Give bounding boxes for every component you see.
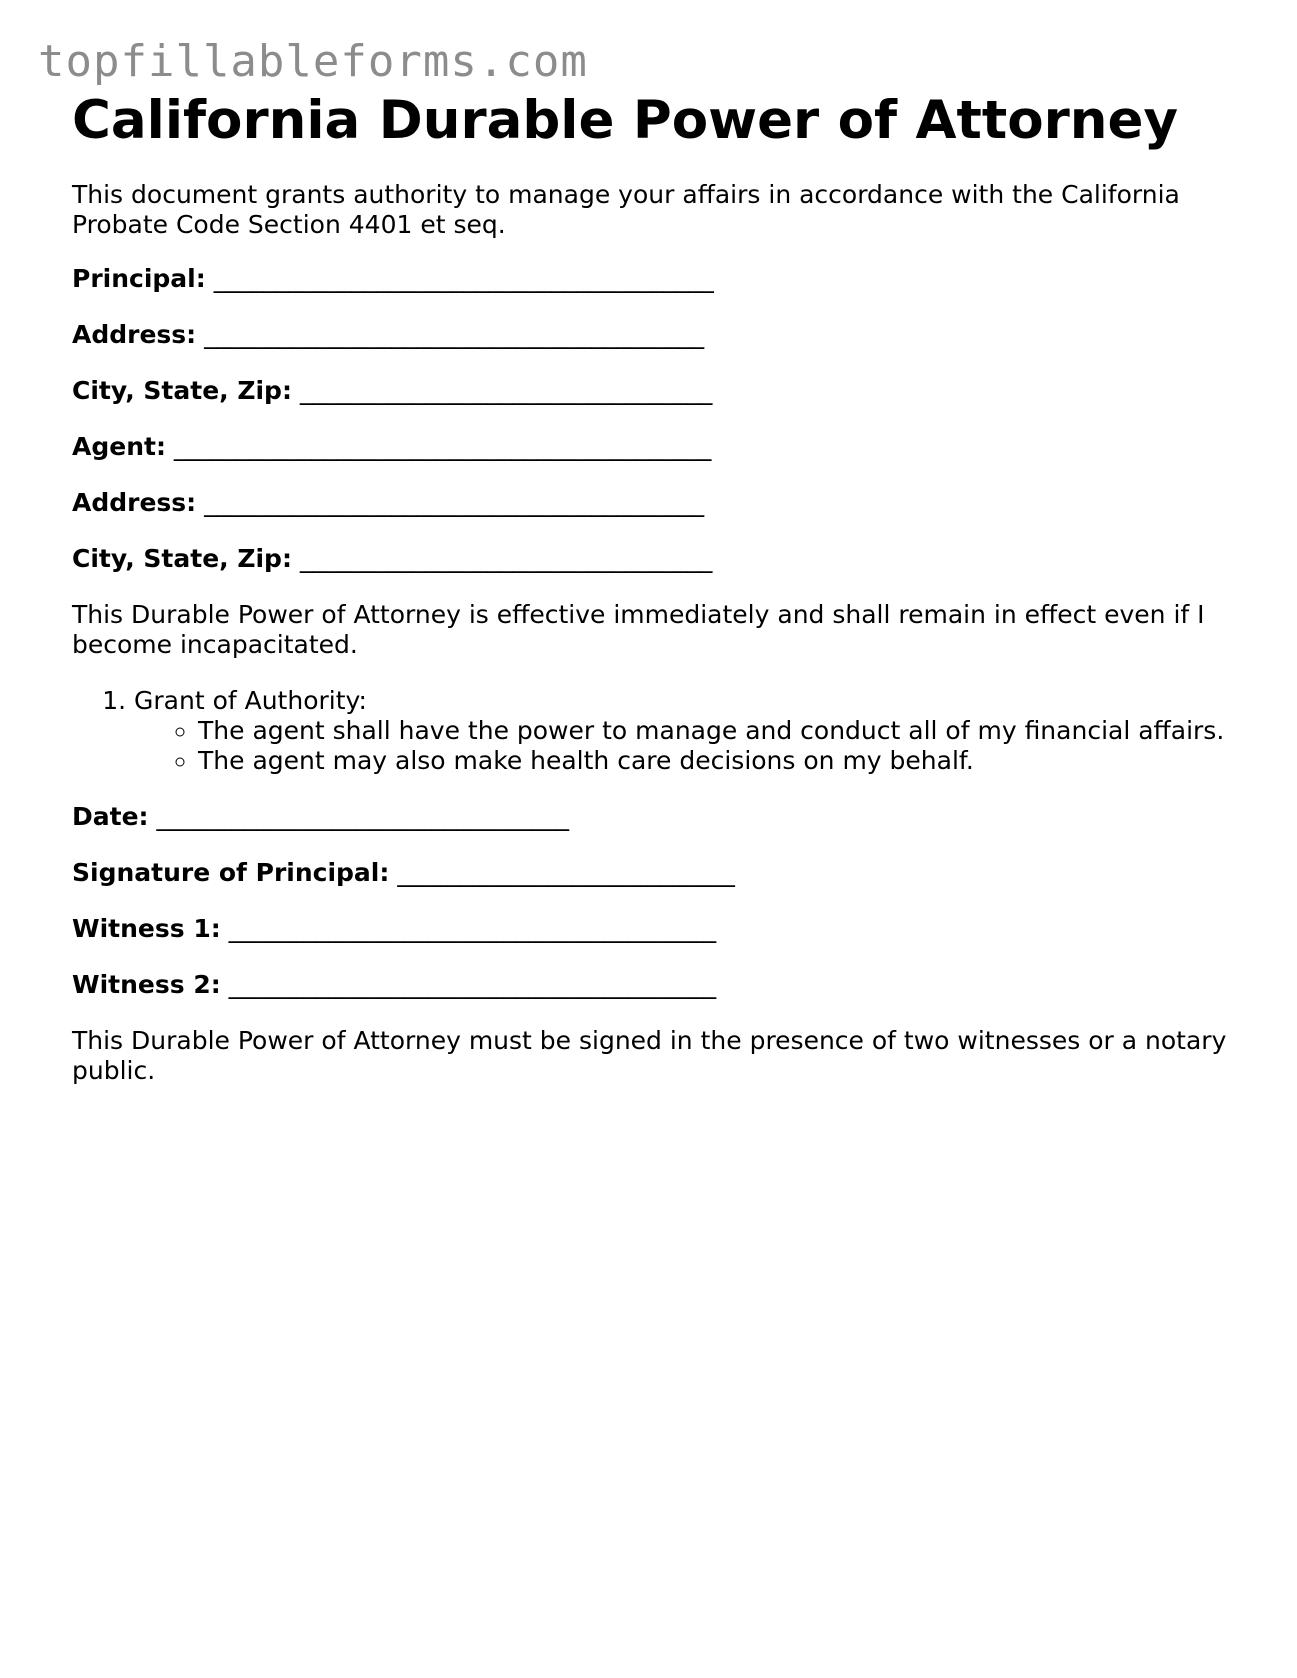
witness-1-field[interactable]: [72, 914, 1232, 944]
grant-heading: Grant of Authority:: [134, 686, 367, 715]
field-label: Witness 2:: [72, 970, 221, 999]
closing-statement: This Durable Power of Attorney must be signed in the presence of two witnesses or a notary public.: [72, 1026, 1227, 1085]
blank-line[interactable]: ___________________________________________: [173, 432, 712, 461]
agent-address-field[interactable]: [72, 488, 1232, 518]
grant-list: [72, 686, 1232, 776]
field-label: Address:: [72, 320, 197, 349]
blank-line[interactable]: ________________________________________: [204, 320, 705, 349]
field-label: City, State, Zip:: [72, 544, 292, 573]
witness-2-field[interactable]: [72, 970, 1232, 1000]
principal-city-state-zip-field[interactable]: [72, 376, 1232, 406]
field-label: Principal:: [72, 264, 206, 293]
blank-line[interactable]: _________________________________: [299, 376, 713, 405]
watermark: topfillableforms.com: [38, 36, 588, 87]
blank-line[interactable]: ________________________________________: [213, 264, 714, 293]
effective-statement: This Durable Power of Attorney is effective immediately and shall remain in effect even if I become incapacitated.: [72, 600, 1205, 659]
blank-line[interactable]: _______________________________________: [228, 970, 717, 999]
grant-sublist-item: ◦ The agent may also make health care decisions on my behalf.: [198, 746, 1232, 776]
blank-line[interactable]: _________________________________: [299, 544, 713, 573]
blank-line[interactable]: ________________________________________: [204, 488, 705, 517]
page-title: California Durable Power of Attorney: [72, 90, 1178, 151]
agent-city-state-zip-field[interactable]: [72, 544, 1232, 574]
field-label: Address:: [72, 488, 197, 517]
intro-paragraph: This document grants authority to manage your affairs in accordance with the California Probate Code Section 4401 et seq.: [72, 180, 1180, 239]
agent-field[interactable]: [72, 432, 1232, 462]
grant-sublist-item: ◦ The agent shall have the power to manage and conduct all of my financial affairs.: [198, 716, 1232, 746]
grant-sublist: [134, 716, 1232, 776]
field-label: Agent:: [72, 432, 166, 461]
blank-line[interactable]: _________________________________: [156, 802, 569, 831]
blank-line[interactable]: _______________________________________: [228, 914, 717, 943]
field-label: Date:: [72, 802, 149, 831]
principal-field[interactable]: [72, 264, 1232, 294]
date-field[interactable]: [72, 802, 1232, 832]
field-label: Witness 1:: [72, 914, 221, 943]
field-label: Signature of Principal:: [72, 858, 390, 887]
field-label: City, State, Zip:: [72, 376, 292, 405]
blank-line[interactable]: ___________________________: [397, 858, 735, 887]
grant-of-authority-item: [134, 686, 1232, 776]
signature-of-principal-field[interactable]: [72, 858, 1232, 888]
principal-address-field[interactable]: [72, 320, 1232, 350]
document-page: [72, 88, 1232, 1086]
